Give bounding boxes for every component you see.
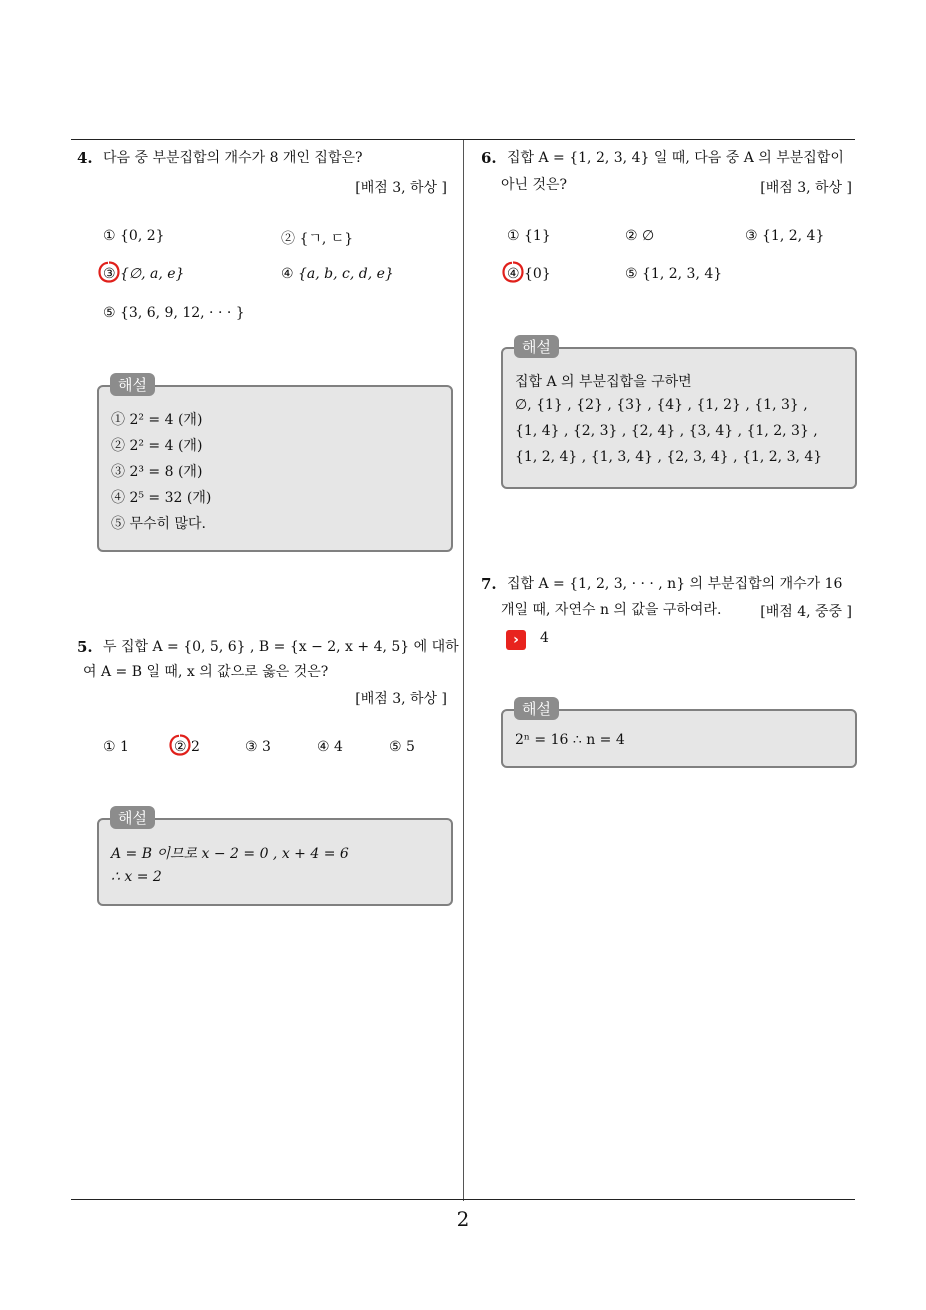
choice-text: {1} — [524, 228, 551, 244]
explanation-box — [97, 818, 453, 906]
explanation-line: 집합 A 의 부분집합을 구하면 — [515, 374, 692, 390]
choice-mark: ⑤ — [389, 739, 402, 755]
explanation-line: ① 2² = 4 (개) — [111, 412, 203, 428]
bottom-rule — [71, 1199, 855, 1200]
question-number: 7. — [481, 575, 497, 593]
choice-5[interactable] — [389, 739, 415, 755]
choice-mark: ③ — [245, 739, 258, 755]
page-number: 2 — [456, 1207, 470, 1231]
choice-text: {a, b, c, d, e} — [298, 266, 394, 282]
choice-1[interactable] — [507, 228, 551, 244]
selected-circle-icon — [501, 260, 525, 284]
selected-circle-icon — [97, 260, 121, 284]
explanation-tag: 해설 — [514, 335, 559, 358]
choice-text: {0} — [524, 266, 551, 282]
choice-mark: ① — [103, 739, 116, 755]
choice-mark: ② — [625, 228, 638, 244]
explanation-line: ② 2² = 4 (개) — [111, 438, 203, 454]
explanation-line: ∴ x = 2 — [111, 869, 162, 885]
choice-mark: ⑤ — [103, 305, 116, 321]
choice-4[interactable] — [317, 739, 343, 755]
choice-text: 1 — [120, 739, 129, 755]
question-text-line2: 여 A = B 일 때, x 의 값으로 옳은 것은? — [83, 664, 329, 680]
explanation-line: ③ 2³ = 8 (개) — [111, 464, 203, 480]
column-divider — [463, 140, 464, 1201]
question-number: 5. — [77, 638, 93, 656]
choice-5[interactable] — [103, 305, 245, 321]
choice-text: 4 — [334, 739, 343, 755]
score-meta: [배점 4, 중중 ] — [760, 604, 852, 620]
question-text-line2: 개일 때, 자연수 n 의 값을 구하여라. — [501, 602, 722, 618]
question-text-line2: 아닌 것은? — [501, 177, 568, 193]
choice-text: {ㄱ, ㄷ} — [299, 231, 354, 247]
question-text-line1: 두 집합 A = {0, 5, 6} , B = {x − 2, x + 4, 5} 에 대하 — [103, 639, 459, 655]
choice-mark: ② — [281, 231, 295, 247]
explanation-line: {1, 2, 4} , {1, 3, 4} , {2, 3, 4} , {1, 2, 3, 4} — [515, 449, 823, 465]
choice-3-selected[interactable] — [103, 266, 184, 282]
choice-text: 2 — [191, 739, 200, 755]
choice-5[interactable] — [625, 266, 722, 282]
explanation-line: ∅, {1} , {2} , {3} , {4} , {1, 2} , {1, 3} , — [515, 397, 808, 413]
choice-4[interactable] — [281, 266, 394, 282]
explanation-line: ④ 2⁵ = 32 (개) — [111, 490, 212, 506]
choice-mark: ① — [103, 228, 116, 244]
choice-text: {3, 6, 9, 12, · · · } — [120, 305, 245, 321]
explanation-line: {1, 4} , {2, 3} , {2, 4} , {3, 4} , {1, 2, 3} , — [515, 423, 818, 439]
question-text: 다음 중 부분집합의 개수가 8 개인 집합은? — [103, 150, 363, 166]
score-meta: [배점 3, 하상 ] — [355, 691, 447, 707]
explanation-tag: 해설 — [110, 373, 155, 396]
choice-text: {∅, a, e} — [120, 266, 185, 282]
choice-text: {1, 2, 3, 4} — [642, 266, 723, 282]
choice-text: {1, 2, 4} — [762, 228, 825, 244]
explanation-line: 2ⁿ = 16 ∴ n = 4 — [515, 732, 625, 748]
question-number: 6. — [481, 149, 497, 167]
explanation-tag: 해설 — [110, 806, 155, 829]
choice-mark: ③ — [745, 228, 758, 244]
explanation-box — [97, 385, 453, 552]
choice-2[interactable] — [281, 228, 353, 248]
choice-3[interactable] — [245, 739, 271, 755]
score-meta: [배점 3, 하상 ] — [760, 180, 852, 196]
choice-3[interactable] — [745, 228, 824, 244]
choice-4-selected[interactable] — [507, 266, 551, 282]
choice-mark: ② — [174, 739, 187, 755]
choice-mark: ⑤ — [625, 266, 638, 282]
choice-mark: ④ — [507, 266, 520, 282]
choice-text: 5 — [406, 739, 415, 755]
choice-text: ∅ — [642, 228, 655, 244]
choice-mark: ④ — [281, 266, 294, 282]
explanation-tag: 해설 — [514, 697, 559, 720]
choice-2[interactable] — [625, 228, 654, 244]
question-number: 4. — [77, 149, 93, 167]
explanation-line: A = B 이므로 x − 2 = 0 , x + 4 = 6 — [111, 846, 349, 862]
question-text-line1: 집합 A = {1, 2, 3, 4} 일 때, 다음 중 A 의 부분집합이 — [507, 150, 844, 166]
choice-2-selected[interactable] — [174, 739, 200, 755]
chevron-right-icon: › — [506, 630, 526, 650]
choice-mark: ① — [507, 228, 520, 244]
choice-1[interactable] — [103, 228, 165, 244]
answer-value: 4 — [540, 630, 549, 646]
explanation-line: ⑤ 무수히 많다. — [111, 516, 206, 532]
choice-1[interactable] — [103, 739, 129, 755]
selected-circle-icon — [168, 733, 192, 757]
score-meta: [배점 3, 하상 ] — [355, 180, 447, 196]
choice-text: {0, 2} — [120, 228, 165, 244]
choice-mark: ④ — [317, 739, 330, 755]
choice-mark: ③ — [103, 266, 116, 282]
choice-text: 3 — [262, 739, 271, 755]
explanation-box — [501, 347, 857, 489]
question-text-line1: 집합 A = {1, 2, 3, · · · , n} 의 부분집합의 개수가 16 — [507, 576, 843, 592]
